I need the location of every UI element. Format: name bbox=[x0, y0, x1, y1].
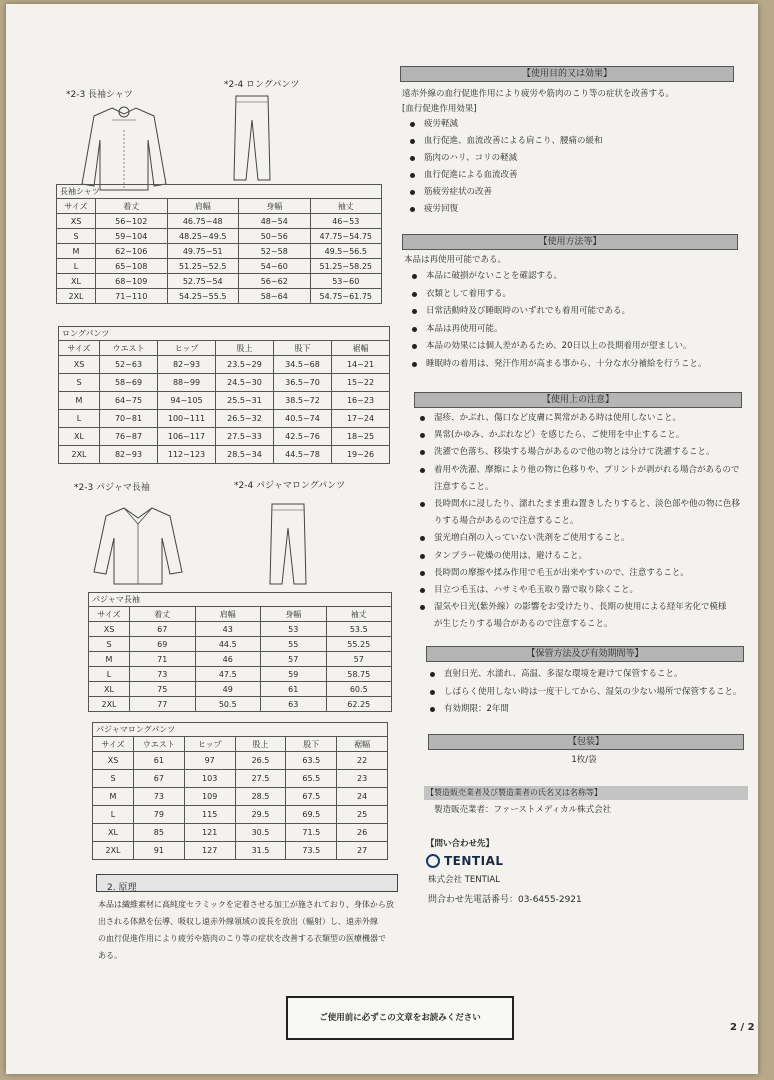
table-cell: 44.5~78 bbox=[274, 446, 332, 464]
table-cell: 17~24 bbox=[332, 410, 390, 428]
table-cell: 56~102 bbox=[96, 214, 168, 229]
table-cell: 46.75~48 bbox=[167, 214, 239, 229]
list-item: 筋肉のハリ、コリの軽減 bbox=[406, 150, 603, 167]
table-cell: 76~87 bbox=[100, 428, 158, 446]
table-cell: 40.5~74 bbox=[274, 410, 332, 428]
table-cell: 100~111 bbox=[158, 410, 216, 428]
table-cell: 28.5~34 bbox=[216, 446, 274, 464]
shirt-table-caption: 長袖シャツ bbox=[56, 184, 382, 198]
storage-header: 【保管方法及び有効期間等】 bbox=[426, 646, 744, 662]
table-cell: XL bbox=[57, 274, 96, 289]
table-cell: 2XL bbox=[89, 697, 130, 712]
table-cell: 71~110 bbox=[96, 289, 168, 304]
pants-table-caption: ロングパンツ bbox=[58, 326, 390, 340]
table-cell: 50~56 bbox=[239, 229, 311, 244]
table-cell: 52~63 bbox=[100, 356, 158, 374]
table-row bbox=[59, 374, 390, 392]
read-notice: ご使用前に必ずこの文章をお読みください bbox=[319, 1013, 481, 1023]
table-cell: 23 bbox=[337, 770, 388, 788]
table-cell: 24 bbox=[337, 788, 388, 806]
table-cell: 71.5 bbox=[286, 824, 337, 842]
table-header-cell: 身幅 bbox=[239, 199, 311, 214]
document-sheet bbox=[6, 4, 758, 1074]
table-cell: 61 bbox=[261, 682, 327, 697]
list-item: タンブラー乾燥の使用は、避けること。 bbox=[416, 548, 740, 565]
table-cell: 27.5 bbox=[235, 770, 286, 788]
table-cell: 46 bbox=[195, 652, 261, 667]
pajama-shirt-size-table bbox=[88, 592, 392, 712]
list-item: 洗濯で色落ち、移染する場合があるので他の物とは分けて洗濯すること。 bbox=[416, 444, 740, 461]
table-cell: 121 bbox=[184, 824, 235, 842]
table-row bbox=[59, 410, 390, 428]
table-cell: 30.5 bbox=[235, 824, 286, 842]
brand-name: TENTIAL bbox=[444, 854, 504, 868]
table-row bbox=[59, 428, 390, 446]
purpose-intro: 遠赤外線の血行促進作用により疲労や筋肉のこり等の症状を改善する。 bbox=[402, 89, 675, 99]
table-cell: 88~99 bbox=[158, 374, 216, 392]
table-cell: M bbox=[59, 392, 100, 410]
table-cell: 75 bbox=[130, 682, 196, 697]
table-cell: 46~53 bbox=[310, 214, 382, 229]
shirt-size-table bbox=[56, 184, 382, 304]
pants-size-table bbox=[58, 326, 390, 464]
table-cell: 73 bbox=[130, 667, 196, 682]
table-row bbox=[93, 752, 388, 770]
table-header-cell: サイズ bbox=[89, 607, 130, 622]
table-cell: 51.25~58.25 bbox=[310, 259, 382, 274]
table-row bbox=[57, 244, 382, 259]
table-cell: 50.5 bbox=[195, 697, 261, 712]
table-cell: 71 bbox=[130, 652, 196, 667]
table-cell: 26 bbox=[337, 824, 388, 842]
purpose-header: 【使用目的又は効果】 bbox=[400, 66, 734, 82]
table-cell: L bbox=[59, 410, 100, 428]
table-row bbox=[93, 842, 388, 860]
table-cell: 22 bbox=[337, 752, 388, 770]
table-cell: 47.75~54.75 bbox=[310, 229, 382, 244]
table-cell: 55.25 bbox=[326, 637, 392, 652]
table-cell: 58.75 bbox=[326, 667, 392, 682]
list-item: 睡眠時の着用は、発汗作用が高まる事から、十分な水分補給を行うこと。 bbox=[408, 356, 707, 374]
table-cell: 67 bbox=[130, 622, 196, 637]
table-header-cell: サイズ bbox=[57, 199, 96, 214]
table-cell: 65.5 bbox=[286, 770, 337, 788]
list-item-line: 長時間水に浸したり、濡れたまま重ね置きしたりすると、淡色部や他の物に色移 bbox=[434, 499, 741, 510]
logo-ring-icon bbox=[426, 854, 440, 868]
table-cell: M bbox=[57, 244, 96, 259]
table-header-cell: サイズ bbox=[59, 341, 100, 356]
table-header-cell: ヒップ bbox=[158, 341, 216, 356]
table-header-cell: 股上 bbox=[216, 341, 274, 356]
table-row bbox=[57, 259, 382, 274]
table-cell: 65~108 bbox=[96, 259, 168, 274]
caution-list bbox=[416, 410, 740, 634]
table-header-cell: 裾幅 bbox=[337, 737, 388, 752]
principle-line: の血行促進作用により疲労や筋肉のこり等の症状を改善する衣類型の医療機器で bbox=[98, 934, 386, 943]
table-row bbox=[59, 356, 390, 374]
list-item: 疲労回復 bbox=[406, 201, 603, 218]
table-cell: 67 bbox=[134, 770, 185, 788]
page-number: 2 / 2 bbox=[730, 1022, 755, 1033]
table-cell: 49.5~56.5 bbox=[310, 244, 382, 259]
table-cell: M bbox=[93, 788, 134, 806]
table-cell: S bbox=[89, 637, 130, 652]
table-cell: 19~26 bbox=[332, 446, 390, 464]
pajama-shirt-illustration bbox=[88, 502, 188, 590]
principle-header-box bbox=[96, 874, 398, 892]
table-row bbox=[89, 697, 392, 712]
list-item-line: りする場合があるので注意すること。 bbox=[434, 516, 579, 527]
table-cell: 57 bbox=[326, 652, 392, 667]
table-cell: XS bbox=[59, 356, 100, 374]
package-value: 1枚/袋 bbox=[571, 755, 597, 765]
read-notice-box bbox=[286, 996, 514, 1040]
table-cell: 55 bbox=[261, 637, 327, 652]
list-item: 本品の効果には個人差があるため、20日以上の長期着用が望ましい。 bbox=[408, 338, 707, 356]
pants-figure-label: *2-4 ロングパンツ bbox=[224, 80, 300, 90]
table-cell: 2XL bbox=[59, 446, 100, 464]
table-cell: 14~21 bbox=[332, 356, 390, 374]
table-cell: 49 bbox=[195, 682, 261, 697]
table-cell: 48~54 bbox=[239, 214, 311, 229]
contact-phone: 問合わせ先電話番号：03-6455-2921 bbox=[428, 895, 582, 905]
table-cell: 44.5 bbox=[195, 637, 261, 652]
list-item: 有効期限：2年間 bbox=[426, 701, 742, 719]
table-row bbox=[93, 770, 388, 788]
table-cell: 63 bbox=[261, 697, 327, 712]
pajama-pants-illustration bbox=[264, 498, 314, 590]
maker-value: 製造販売業者：ファーストメディカル株式会社 bbox=[434, 805, 612, 815]
table-row bbox=[57, 289, 382, 304]
table-cell: 63.5 bbox=[286, 752, 337, 770]
table-cell: 28.5 bbox=[235, 788, 286, 806]
table-header-cell: 股下 bbox=[274, 341, 332, 356]
table-header-cell: 袖丈 bbox=[310, 199, 382, 214]
table-cell: 27 bbox=[337, 842, 388, 860]
table-cell: 24.5~30 bbox=[216, 374, 274, 392]
pj-pants-figure-label: *2-4 パジャマロングパンツ bbox=[234, 481, 346, 491]
table-cell: XL bbox=[89, 682, 130, 697]
table-cell: S bbox=[59, 374, 100, 392]
table-cell: 106~117 bbox=[158, 428, 216, 446]
list-item: 直射日光、水濡れ、高温、多湿な環境を避けて保管すること。 bbox=[426, 666, 742, 684]
table-cell: S bbox=[93, 770, 134, 788]
table-row bbox=[59, 392, 390, 410]
table-cell: 31.5 bbox=[235, 842, 286, 860]
table-header-cell: 着丈 bbox=[130, 607, 196, 622]
company-name: 株式会社 TENTIAL bbox=[428, 875, 500, 885]
table-cell: 43 bbox=[195, 622, 261, 637]
table-cell: L bbox=[57, 259, 96, 274]
table-cell: 54~60 bbox=[239, 259, 311, 274]
table-cell: 53~60 bbox=[310, 274, 382, 289]
table-cell: 97 bbox=[184, 752, 235, 770]
table-cell: 26.5~32 bbox=[216, 410, 274, 428]
table-cell: 36.5~70 bbox=[274, 374, 332, 392]
list-item: 長時間の摩擦や揉み作用で毛玉が出来やすいので、注意すること。 bbox=[416, 565, 740, 582]
list-item bbox=[416, 599, 740, 633]
table-row bbox=[89, 682, 392, 697]
list-item: 本品に破損がないことを確認する。 bbox=[408, 268, 707, 286]
table-cell: 56~62 bbox=[239, 274, 311, 289]
table-cell: 48.25~49.5 bbox=[167, 229, 239, 244]
table-cell: XL bbox=[59, 428, 100, 446]
table-header-cell: ウエスト bbox=[100, 341, 158, 356]
list-item bbox=[416, 496, 740, 530]
table-header-row bbox=[89, 607, 392, 622]
table-cell: 54.25~55.5 bbox=[167, 289, 239, 304]
usage-header: 【使用方法等】 bbox=[402, 234, 738, 250]
table-cell: 38.5~72 bbox=[274, 392, 332, 410]
list-item-line: 着用や洗濯、摩擦により他の物に色移りや、プリントが剥がれる場合があるので bbox=[434, 464, 740, 475]
table-row bbox=[57, 214, 382, 229]
table-cell: 53.5 bbox=[326, 622, 392, 637]
principle-text bbox=[98, 896, 394, 964]
table-cell: 52~58 bbox=[239, 244, 311, 259]
table-cell: 59~104 bbox=[96, 229, 168, 244]
table-row bbox=[93, 806, 388, 824]
table-cell: 73.5 bbox=[286, 842, 337, 860]
list-item: 衣類として着用する。 bbox=[408, 286, 707, 304]
list-item: 蛍光増白剤の入っていない洗剤をご使用すること。 bbox=[416, 530, 740, 547]
table-header-cell: 袖丈 bbox=[326, 607, 392, 622]
table-cell: 60.5 bbox=[326, 682, 392, 697]
table-cell: 62.25 bbox=[326, 697, 392, 712]
list-item: 湿疹、かぶれ、傷口など皮膚に異常がある時は使用しないこと。 bbox=[416, 410, 740, 427]
list-item: 本品は再使用可能。 bbox=[408, 321, 707, 339]
table-row bbox=[57, 229, 382, 244]
table-cell: 18~25 bbox=[332, 428, 390, 446]
table-cell: 47.5 bbox=[195, 667, 261, 682]
list-item-line: 注意すること。 bbox=[434, 481, 494, 492]
table-cell: 82~93 bbox=[158, 356, 216, 374]
table-cell: 23.5~29 bbox=[216, 356, 274, 374]
table-cell: 112~123 bbox=[158, 446, 216, 464]
table-cell: 91 bbox=[134, 842, 185, 860]
principle-line: 本品は繊維素材に高純度セラミックを定着させる加工が施されており、身体から放 bbox=[98, 900, 394, 909]
package-header: 【包装】 bbox=[428, 734, 744, 750]
table-row bbox=[93, 788, 388, 806]
table-header-cell: ウエスト bbox=[134, 737, 185, 752]
table-header-cell: 着丈 bbox=[96, 199, 168, 214]
table-header-cell: 股下 bbox=[286, 737, 337, 752]
table-cell: 25 bbox=[337, 806, 388, 824]
pajama-pants-size-table bbox=[92, 722, 388, 860]
shirt-illustration bbox=[74, 100, 174, 196]
pants-illustration bbox=[228, 90, 278, 186]
list-item: 疲労軽減 bbox=[406, 116, 603, 133]
table-cell: 64~75 bbox=[100, 392, 158, 410]
table-cell: 77 bbox=[130, 697, 196, 712]
table-header-cell: 身幅 bbox=[261, 607, 327, 622]
table-cell: 53 bbox=[261, 622, 327, 637]
table-header-cell: ヒップ bbox=[184, 737, 235, 752]
table-cell: XL bbox=[93, 824, 134, 842]
table-cell: 52.75~54 bbox=[167, 274, 239, 289]
table-cell: 2XL bbox=[93, 842, 134, 860]
table-header-cell: 裾幅 bbox=[332, 341, 390, 356]
table-cell: 58~69 bbox=[100, 374, 158, 392]
table-header-row bbox=[93, 737, 388, 752]
principle-line: 出される体熱を伝導、吸収し遠赤外線領域の波長を放出（輻射）し、遠赤外線 bbox=[98, 917, 378, 926]
storage-list bbox=[426, 666, 742, 719]
list-item: 血行促進による血流改善 bbox=[406, 167, 603, 184]
table-cell: 51.25~52.5 bbox=[167, 259, 239, 274]
principle-header: 2. 原理 bbox=[107, 883, 137, 893]
table-header-cell: 股上 bbox=[235, 737, 286, 752]
table-row bbox=[89, 622, 392, 637]
table-cell: 2XL bbox=[57, 289, 96, 304]
table-header-cell: 肩幅 bbox=[167, 199, 239, 214]
table-header-row bbox=[59, 341, 390, 356]
table-cell: S bbox=[57, 229, 96, 244]
maker-header: 【製造販売業者及び製造業者の氏名又は名称等】 bbox=[424, 786, 748, 800]
table-row bbox=[89, 652, 392, 667]
table-cell: 61 bbox=[134, 752, 185, 770]
table-cell: 115 bbox=[184, 806, 235, 824]
table-cell: 82~93 bbox=[100, 446, 158, 464]
table-cell: 27.5~33 bbox=[216, 428, 274, 446]
table-cell: 59 bbox=[261, 667, 327, 682]
table-cell: 26.5 bbox=[235, 752, 286, 770]
table-cell: XS bbox=[89, 622, 130, 637]
contact-header: 【問い合わせ先】 bbox=[426, 839, 495, 849]
list-item-line: が生じたりする場合があるので注意すること。 bbox=[434, 619, 613, 630]
table-cell: 57 bbox=[261, 652, 327, 667]
table-cell: 29.5 bbox=[235, 806, 286, 824]
pj-pants-table-caption: パジャマロングパンツ bbox=[92, 722, 388, 736]
purpose-list bbox=[406, 116, 603, 218]
table-cell: 15~22 bbox=[332, 374, 390, 392]
principle-line: ある。 bbox=[98, 951, 122, 960]
table-cell: 109 bbox=[184, 788, 235, 806]
list-item: 日常活動時及び睡眠時のいずれでも着用可能である。 bbox=[408, 303, 707, 321]
table-row bbox=[89, 667, 392, 682]
list-item: 異常(かゆみ、かぶれなど）を感じたら、ご使用を中止すること。 bbox=[416, 427, 740, 444]
list-item bbox=[416, 462, 740, 496]
table-cell: 73 bbox=[134, 788, 185, 806]
table-header-cell: 肩幅 bbox=[195, 607, 261, 622]
pj-shirt-figure-label: *2-3 パジャマ長袖 bbox=[74, 483, 150, 493]
table-cell: 127 bbox=[184, 842, 235, 860]
list-item-line: 湿気や日光(紫外線）の影響をお受けたり、長期の使用による経年劣化で模様 bbox=[434, 602, 727, 613]
table-cell: 68~109 bbox=[96, 274, 168, 289]
table-cell: 58~64 bbox=[239, 289, 311, 304]
list-item: 血行促進、血流改善による肩こり、腰痛の緩和 bbox=[406, 133, 603, 150]
table-cell: 49.75~51 bbox=[167, 244, 239, 259]
list-item: 筋疲労症状の改善 bbox=[406, 184, 603, 201]
table-row bbox=[89, 637, 392, 652]
list-item: しばらく使用しない時は一度干してから、湿気の少ない場所で保管すること。 bbox=[426, 684, 742, 702]
table-cell: 34.5~68 bbox=[274, 356, 332, 374]
usage-list bbox=[408, 268, 707, 373]
caution-header: 【使用上の注意】 bbox=[414, 392, 742, 408]
table-cell: M bbox=[89, 652, 130, 667]
table-cell: XS bbox=[93, 752, 134, 770]
table-cell: 79 bbox=[134, 806, 185, 824]
table-cell: 42.5~76 bbox=[274, 428, 332, 446]
tential-logo bbox=[426, 854, 504, 868]
table-row bbox=[57, 274, 382, 289]
pj-shirt-table-caption: パジャマ長袖 bbox=[88, 592, 392, 606]
table-cell: 54.75~61.75 bbox=[310, 289, 382, 304]
table-header-cell: サイズ bbox=[93, 737, 134, 752]
table-cell: 25.5~31 bbox=[216, 392, 274, 410]
table-cell: XS bbox=[57, 214, 96, 229]
table-row bbox=[59, 446, 390, 464]
table-row bbox=[93, 824, 388, 842]
table-cell: 16~23 bbox=[332, 392, 390, 410]
purpose-subheading: [血行促進作用効果] bbox=[402, 104, 477, 114]
table-cell: 103 bbox=[184, 770, 235, 788]
table-header-row bbox=[57, 199, 382, 214]
table-cell: 69.5 bbox=[286, 806, 337, 824]
table-cell: 67.5 bbox=[286, 788, 337, 806]
usage-intro: 本品は再使用可能である。 bbox=[404, 255, 507, 265]
table-cell: 94~105 bbox=[158, 392, 216, 410]
table-cell: L bbox=[93, 806, 134, 824]
table-cell: 69 bbox=[130, 637, 196, 652]
list-item: 目立つ毛玉は、ハサミや毛玉取り器で取り除くこと。 bbox=[416, 582, 740, 599]
table-cell: L bbox=[89, 667, 130, 682]
shirt-figure-label: *2-3 長袖シャツ bbox=[66, 90, 133, 100]
table-cell: 85 bbox=[134, 824, 185, 842]
table-cell: 70~81 bbox=[100, 410, 158, 428]
table-cell: 62~106 bbox=[96, 244, 168, 259]
